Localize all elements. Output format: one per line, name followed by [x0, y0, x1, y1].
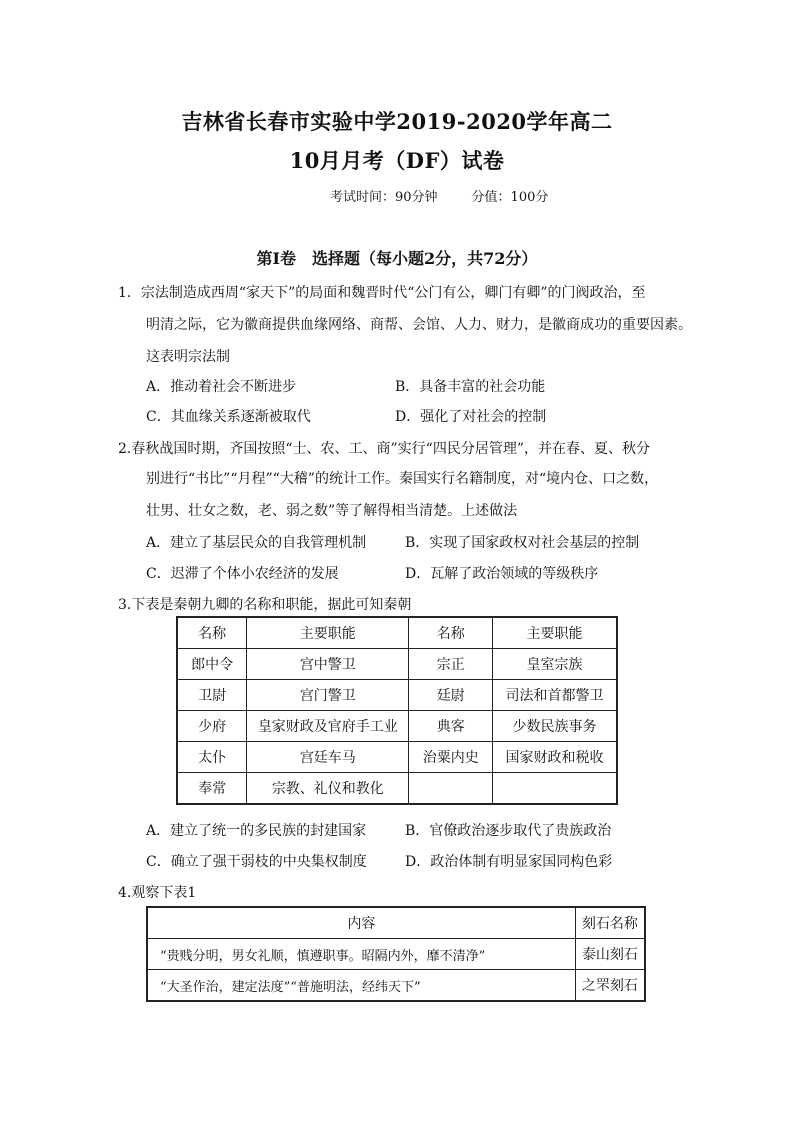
table-cell: 少数民族事务 [493, 711, 617, 742]
table-cell: “贵贱分明，男女礼顺，慎遵职事。昭隔内外，靡不清净” [147, 939, 575, 970]
q1-option-d: D．强化了对社会的控制 [395, 409, 547, 425]
table-cell: 奉常 [177, 773, 247, 805]
table-header-cell: 名称 [177, 617, 247, 649]
table-row [177, 649, 617, 680]
table-cell: 国家财政和税收 [493, 742, 617, 773]
table-cell: 典客 [409, 711, 493, 742]
exam-score: 分值：100分 [471, 190, 549, 205]
exam-meta [330, 186, 548, 205]
table-header-row [177, 617, 617, 649]
table-header-cell: 主要职能 [247, 617, 409, 649]
q2-option-d: D．瓦解了政治领域的等级秩序 [405, 566, 599, 582]
table-header-cell: 内容 [147, 907, 575, 939]
table-cell: 皇家财政及官府手工业 [247, 711, 409, 742]
table-cell: 宗教、礼仪和教化 [247, 773, 409, 805]
section-title: 第Ⅰ卷 选择题（每小题2分，共72分） [256, 249, 538, 268]
table-header-cell: 刻石名称 [575, 907, 645, 939]
table-cell: 少府 [177, 711, 247, 742]
table-cell: 廷尉 [409, 680, 493, 711]
table-cell: 泰山刻石 [575, 939, 645, 970]
exam-title-line1: 吉林省长春市实验中学2019-2020学年高二 [181, 109, 613, 134]
table-row [177, 711, 617, 742]
q4-table [146, 906, 646, 1002]
q2-option-a: A．建立了基层民众的自我管理机制 [146, 535, 367, 551]
table-header-cell: 名称 [409, 617, 493, 649]
table-header-row [147, 907, 645, 939]
table-cell: 太仆 [177, 742, 247, 773]
q3-option-d: D．政治体制有明显家国同构色彩 [405, 854, 613, 870]
q2-option-b: B．实现了国家政权对社会基层的控制 [405, 535, 640, 551]
q1-option-c: C．其血缘关系逐渐被取代 [146, 409, 311, 425]
q1-line3: 这表明宗法制 [146, 349, 230, 365]
table-cell: 司法和首都警卫 [493, 680, 617, 711]
table-cell: 皇室宗族 [493, 649, 617, 680]
q2-line3: 壮男、壮女之数，老、弱之数”等了解得相当清楚。上述做法 [146, 503, 518, 519]
q1-option-b: B．具备丰富的社会功能 [395, 379, 546, 395]
table-row [177, 742, 617, 773]
q3-option-c: C．确立了强干弱枝的中央集权制度 [146, 854, 367, 870]
q1-line2: 明清之际，它为徽商提供血缘网络、商帮、会馆、人力、财力，是徽商成功的重要因素。 [146, 317, 692, 333]
table-header-cell: 主要职能 [493, 617, 617, 649]
table-cell: 宗正 [409, 649, 493, 680]
table-cell: 卫尉 [177, 680, 247, 711]
q1-option-a: A．推动着社会不断进步 [146, 379, 297, 395]
table-cell [493, 773, 617, 805]
q2-line2: 别进行“书比”“月程”“大稽”的统计工作。秦国实行名籍制度，对“境内仓、口之数， [146, 471, 659, 487]
q1-line1: 1．宗法制造成西周“家天下”的局面和魏晋时代“公门有公，卿门有卿”的门阀政治，至 [118, 285, 646, 301]
table-row [147, 939, 645, 970]
exam-title-line2: 10月月考（DF）试卷 [289, 148, 505, 173]
table-cell: 宫门警卫 [247, 680, 409, 711]
table-row [177, 680, 617, 711]
table-cell: “大圣作治，建定法度”“普施明法，经纬天下” [147, 970, 575, 1002]
table-cell: 宫廷车马 [247, 742, 409, 773]
table-cell: 治粟内史 [409, 742, 493, 773]
q2-option-c: C．迟滞了个体小农经济的发展 [146, 566, 339, 582]
table-cell: 宫中警卫 [247, 649, 409, 680]
q2-line1: 2.春秋战国时期，齐国按照“士、农、工、商”实行“四民分居管理”，并在春、夏、秋分 [118, 441, 650, 457]
exam-time: 考试时间：90分钟 [330, 190, 438, 205]
table-row [177, 773, 617, 805]
q3-stem: 3.下表是秦朝九卿的名称和职能，据此可知秦朝 [118, 597, 412, 613]
table-cell: 之罘刻石 [575, 970, 645, 1002]
q3-table [176, 616, 618, 805]
table-cell: 郎中令 [177, 649, 247, 680]
table-cell [409, 773, 493, 805]
q4-stem: 4.观察下表1 [118, 885, 197, 901]
table-row [147, 970, 645, 1002]
q3-option-a: A．建立了统一的多民族的封建国家 [146, 823, 367, 839]
q3-option-b: B．官僚政治逐步取代了贵族政治 [405, 823, 612, 839]
